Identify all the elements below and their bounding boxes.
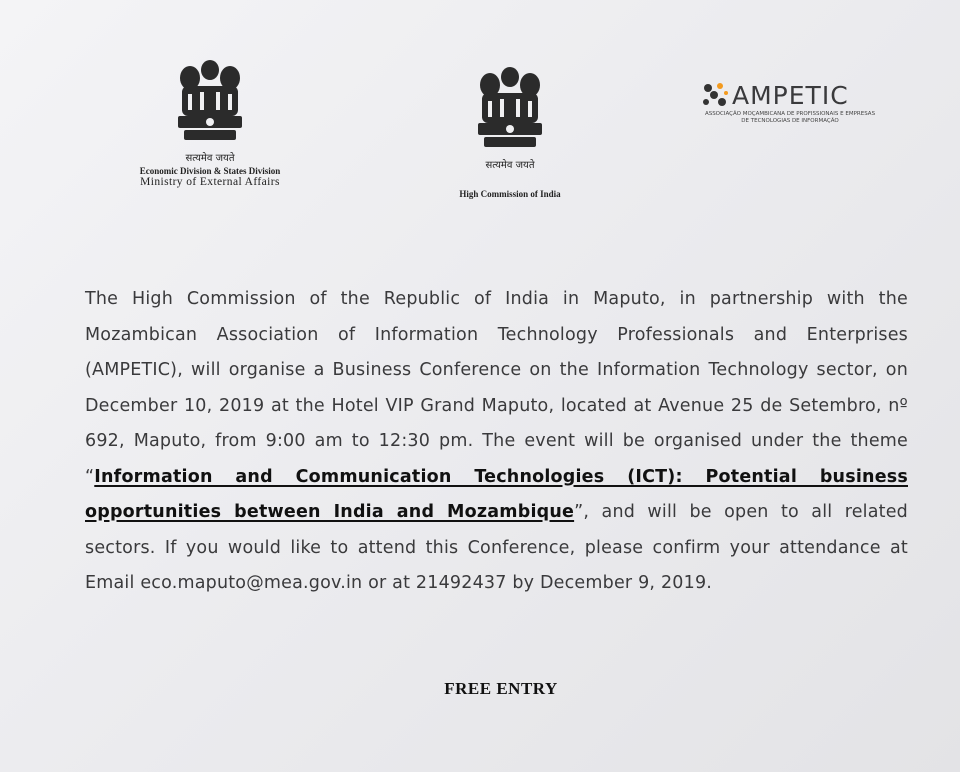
announcement-paragraph [85,282,908,602]
ministry-title: Ministry of External Affairs [140,176,280,188]
national-emblem-icon [465,55,555,155]
ampetic-logo [700,80,885,125]
ampetic-subtitle [700,111,880,125]
ampetic-mark-icon [700,80,730,110]
division-title: Economic Division & States Division [139,166,281,176]
ministry-header [100,48,320,188]
conference-theme: Information and Communication Technologies (ICT): Potential business opportunities between India and Mozambique [85,466,908,522]
high-commission-header [425,55,595,199]
ampetic-subtitle-line: ASSOCIAÇÃO MOÇAMBICANA DE PROFISSIONAIS E EMPRESAS [704,111,876,117]
motto-text: सत्यमेव जयते [485,160,535,171]
ampetic-name: AMPETIC [732,80,849,110]
motto-text: सत्यमेव जयते [185,153,235,164]
office-title: High Commission of India [459,189,561,199]
free-entry-label: FREE ENTRY [444,679,558,698]
intro-text: The High Commission of the Republic of India in Maputo, in partnership with the Mozambican Association of Information Technology Professionals and Enterprises (AMPETIC), will organise a Business Conference on the Information Technology sector, on December 10, 2019 at the Hotel VIP Grand Maputo, located at Avenue 25 de Setembro, nº 692, Maputo, from 9:00 am to 12:30 pm. The event will be organised under the theme [85,289,908,451]
open-quote: “ [85,466,95,487]
outro-text: , and will be open to all related sectors. If you would like to attend this Conference, please confirm your attendance at Email eco.maputo@mea.gov.in or at 21492437 by December 9, 2019. [85,502,908,593]
ampetic-subtitle-line: DE TECNOLOGIAS DE INFORMAÇÃO [741,118,839,124]
national-emblem-icon [170,48,250,148]
close-quote: ” [574,502,584,522]
